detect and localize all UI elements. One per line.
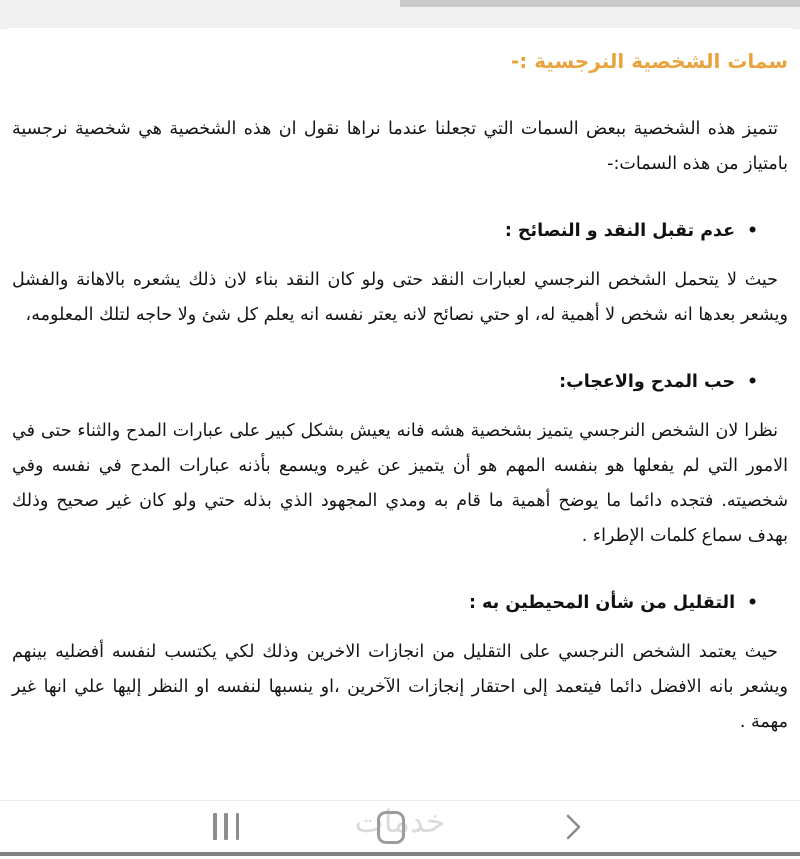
- recents-bar-icon: [213, 813, 217, 840]
- bottom-edge-line: [0, 852, 800, 856]
- navigation-bar: [0, 800, 800, 853]
- top-dark-strip: [400, 0, 800, 7]
- page-title: سمات الشخصية النرجسية :-: [510, 49, 788, 73]
- chevron-right-icon: [560, 813, 586, 841]
- section-body-criticism: حيث لا يتحمل الشخص النرجسي لعبارات النقد حتى ولو كان النقد بناء لان ذلك يشعره بالاهانة والفشل ويشعر بعدها انه شخص لا أهمية له، او حتي نصائح لانه يعتر نفسه انه يعلم كل شئ ولا حاجه لتلك المعلومه،: [12, 270, 788, 325]
- section-body-praise: نظرا لان الشخص النرجسي يتميز بشخصية هشه فانه يعيش بشكل كبير على عبارات المدح والثناء حتى في الامور التي لم يفعلها هو بنفسه المهم هو أن يتميز عن غيره ويسمع بأذنه عبارات المدح في نفسه وفي شخصيته. فتجده دائما ما يوضح أهمية ما قام به ومدي المجهود الذي بذله حتي ولو كان غير صحيح وذلك بهدف سماع كلمات الإطراء .: [12, 421, 788, 546]
- top-grey-band: [0, 0, 800, 29]
- recents-bar-icon: [224, 813, 228, 840]
- section-heading-criticism: • عدم تقبل النقد و النصائح :: [12, 214, 788, 249]
- article-card: [0, 28, 800, 800]
- intro-paragraph: تتميز هذه الشخصية ببعض السمات التي تجعلنا عندما نراها نقول ان هذه الشخصية هي شخصية نرجسية بامتياز من هذه السمات:-: [12, 119, 788, 174]
- recents-button[interactable]: [213, 813, 239, 840]
- section-heading-belittling: • التقليل من شأن المحيطين به :: [12, 586, 788, 621]
- watermark-text: خدمات: [354, 804, 446, 840]
- back-button[interactable]: [560, 813, 586, 841]
- home-button[interactable]: [377, 811, 405, 844]
- section-body-belittling: حيث يعتمد الشخص النرجسي على التقليل من انجازات الاخرين وذلك لكي يكتسب لنفسه أفضليه بينهم ويشعر بانه الافضل دائما فيتعمد إلى احتقار إنجازات الآخرين ،او ينسبها لنفسه او النظر إليها علي انها غير مهمة .: [12, 642, 788, 732]
- recents-bar-icon: [236, 813, 240, 840]
- section-heading-praise: • حب المدح والاعجاب:: [12, 365, 788, 400]
